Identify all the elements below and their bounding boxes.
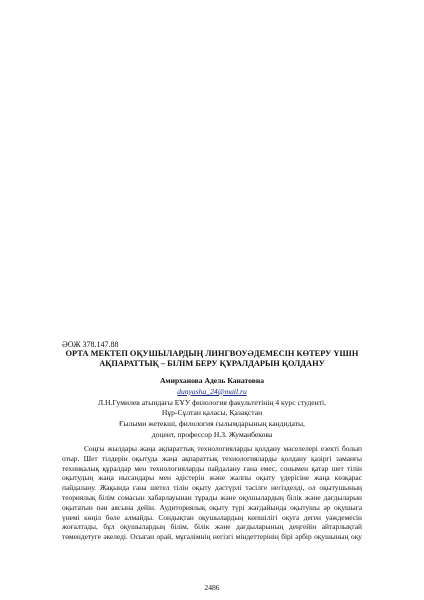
body-line: оқытатын пән аясына дейін. Аудиториялық оқыту түрі жағдайында оқытушы әр оқушыға: [62, 502, 362, 512]
author-affiliation: Л.Н.Гумилев атындағы ЕҰУ филология факультетінің 4 курс студенті,: [98, 397, 326, 407]
paper-title: [62, 349, 362, 369]
body-line: төмендетуге әкеледі. Осыған орай, мұғалімнің негізгі міндеттерінің бірі әрбір оқушының оқу: [62, 532, 362, 542]
body-text: [62, 444, 362, 542]
body-line: оқытудың жаңа нысандары мен әдістерін және жалпы оқыту үдерісіне жаңа көзқарас: [62, 473, 362, 483]
author-block: [62, 376, 362, 441]
advisor-name: доцент, профессор Н.З. Жуманбекова: [151, 429, 273, 439]
body-line: жоғалтады, бұл оқушылардың білім, білік және дағдыларының деңгейін айтарлықтай: [62, 522, 362, 532]
body-line: теориялық білім сомасын хабарлауынан тұрады және оқушылардың білік және дағдыларын: [62, 492, 362, 502]
author-email-link[interactable]: dunyasha_24@mail.ru: [177, 386, 247, 396]
title-line-2: АҚПАРАТТЫҚ – БІЛІМ БЕРУ ҚҰРАЛДАРЫН ҚОЛДАНУ: [99, 359, 325, 368]
page-number: 2486: [204, 583, 220, 592]
author-name: Амирханова Адель Канатовна: [159, 376, 265, 385]
body-line: үнемі көңіл бөле алмайды. Сондықтан оқушылардың көпшілігі оқуға деген уәждемесін: [62, 512, 362, 522]
body-line: отыр. Шет тілдерін оқытуда жаңа ақпараттық технологияларды қолдану қазіргі заманғы: [62, 453, 362, 463]
udc-code: ӘОЖ 378.147.88: [62, 340, 119, 349]
body-line: техникалық құралдар мен технологияларды пайдалану ғана емес, сонымен қатар шет тілін: [62, 463, 362, 473]
body-line: пайдалану. Жақында ғана шетел тілін оқыту дәстүрлі тәсілге негізделді, ол оқытушының: [62, 483, 362, 493]
advisor-title: Ғылыми жетекші, филология ғылымдарының кандидаты,: [119, 419, 305, 429]
author-city: Нұр-Сұлтан қаласы, Қазақстан: [161, 408, 263, 418]
title-line-1: ОРТА МЕКТЕП ОҚУШЫЛАРДЫҢ ЛИНГВОУӘДЕМЕСІН КӨТЕРУ ҮШІН: [65, 349, 359, 358]
body-line: Соңғы жылдары жаңа ақпараттық технологияларды қолдану мәселелері езекті болып: [84, 444, 362, 453]
